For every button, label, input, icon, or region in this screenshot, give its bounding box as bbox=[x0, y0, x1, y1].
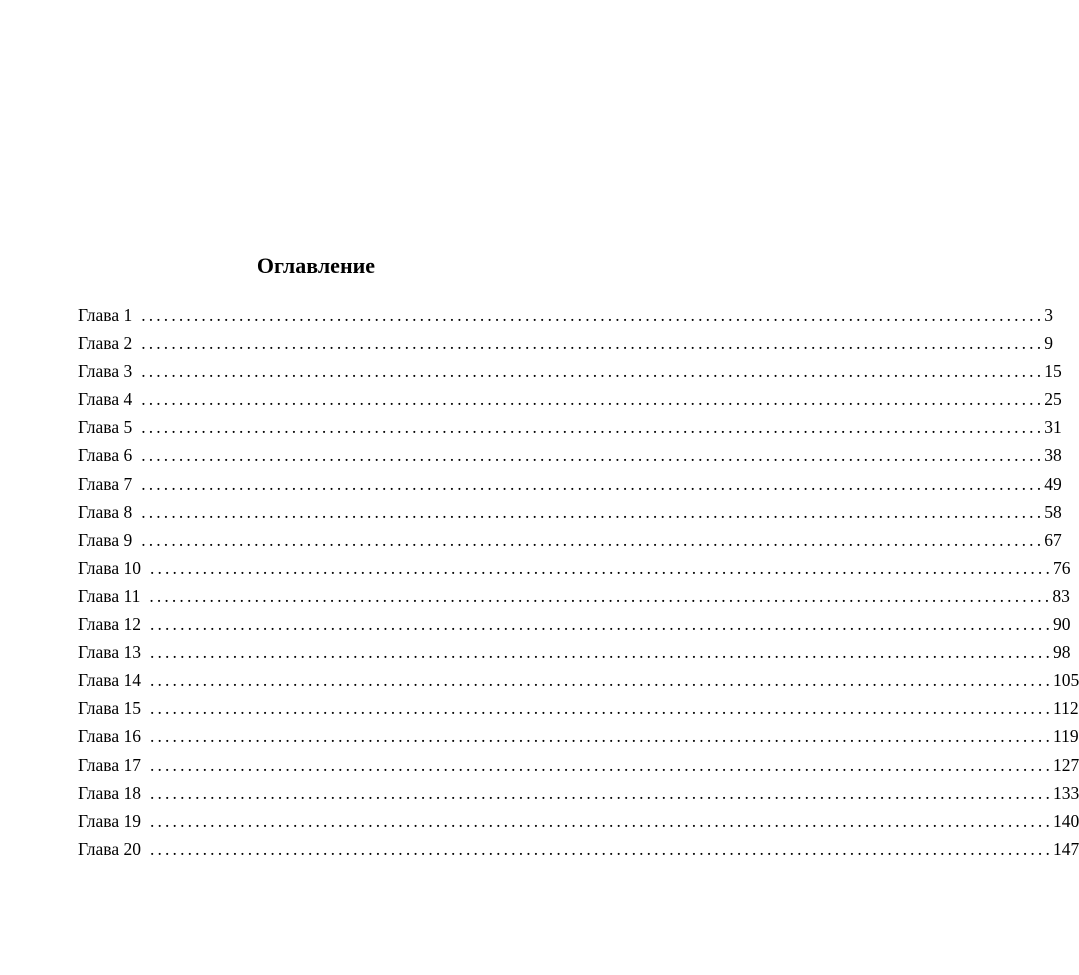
toc-entry bbox=[78, 694, 1079, 722]
toc-entry-label: Глава 4 bbox=[78, 389, 133, 410]
toc-entry-label: Глава 15 bbox=[78, 698, 141, 719]
toc-entry-page: 105 bbox=[1052, 670, 1079, 691]
toc-entry-page: 83 bbox=[1052, 585, 1070, 606]
toc-entry bbox=[78, 835, 1079, 863]
toc-entry-label: Глава 18 bbox=[78, 782, 141, 803]
toc-leader-dots: ........................................................................................................................ bbox=[141, 333, 1045, 354]
toc-leader-dots: ........................................................................................................................ bbox=[141, 445, 1045, 466]
toc-entry bbox=[78, 751, 1079, 779]
toc-entry-page: 67 bbox=[1044, 529, 1062, 550]
toc-entry-label: Глава 8 bbox=[78, 501, 133, 522]
toc-entry-page: 38 bbox=[1044, 445, 1062, 466]
toc-entry-label: Глава 16 bbox=[78, 726, 141, 747]
toc-entry-page: 98 bbox=[1052, 642, 1071, 663]
toc-entry-page: 49 bbox=[1044, 473, 1062, 494]
toc-entry bbox=[78, 301, 1053, 329]
toc-leader-dots: ........................................................................................................................ bbox=[149, 670, 1053, 691]
toc-entry-label: Глава 2 bbox=[78, 333, 133, 354]
toc-entry-label: Глава 14 bbox=[78, 670, 141, 691]
toc-entry-label: Глава 3 bbox=[78, 361, 133, 382]
toc-leader-dots: ........................................................................................................................ bbox=[149, 782, 1053, 803]
toc-entry bbox=[78, 498, 1062, 526]
toc-entry-label: Глава 19 bbox=[78, 810, 141, 831]
toc-entry bbox=[78, 582, 1070, 610]
toc-entry bbox=[78, 526, 1062, 554]
toc-entry bbox=[78, 666, 1079, 694]
toc-entry-page: 3 bbox=[1044, 305, 1053, 325]
toc-entry bbox=[78, 413, 1062, 441]
toc-entry bbox=[78, 722, 1079, 750]
toc-entry-page: 76 bbox=[1052, 557, 1071, 578]
toc-entry-page: 140 bbox=[1052, 810, 1079, 831]
toc-leader-dots: ........................................................................................................................ bbox=[141, 389, 1045, 410]
toc-title: Оглавление bbox=[256, 253, 376, 278]
toc-entry-label: Глава 20 bbox=[78, 838, 141, 859]
toc-entry bbox=[78, 610, 1071, 638]
toc-entry-page: 133 bbox=[1052, 782, 1079, 803]
toc-entry-label: Глава 6 bbox=[78, 445, 133, 466]
toc-entry bbox=[78, 441, 1062, 469]
toc-leader-dots: ........................................................................................................................ bbox=[149, 698, 1053, 719]
toc-entry bbox=[78, 357, 1062, 385]
toc-entry-page: 90 bbox=[1052, 614, 1071, 635]
toc-entry-page: 119 bbox=[1052, 726, 1079, 747]
toc-entry-page: 15 bbox=[1044, 361, 1062, 382]
toc-entry bbox=[78, 638, 1071, 666]
toc-leader-dots: ........................................................................................................................ bbox=[149, 754, 1053, 775]
toc-entry-page: 58 bbox=[1044, 501, 1062, 522]
toc-entry-label: Глава 7 bbox=[78, 473, 133, 494]
toc-leader-dots: ........................................................................................................................ bbox=[141, 501, 1045, 522]
toc-list bbox=[78, 301, 1079, 863]
toc-entry-label: Глава 17 bbox=[78, 754, 141, 775]
toc-leader-dots: ........................................................................................................................ bbox=[149, 557, 1053, 578]
toc-entry-label: Глава 9 bbox=[78, 529, 133, 550]
toc-entry-label: Глава 11 bbox=[78, 585, 141, 606]
toc-leader-dots: ........................................................................................................................ bbox=[149, 838, 1053, 859]
toc-leader-dots: ........................................................................................................................ bbox=[149, 810, 1053, 831]
toc-entry bbox=[78, 470, 1062, 498]
toc-entry bbox=[78, 554, 1071, 582]
toc-leader-dots: ........................................................................................................................ bbox=[149, 642, 1053, 663]
toc-entry-label: Глава 5 bbox=[78, 417, 133, 438]
toc-entry bbox=[78, 385, 1062, 413]
toc-leader-dots: ........................................................................................................................ bbox=[149, 726, 1053, 747]
toc-entry bbox=[78, 779, 1079, 807]
toc-leader-dots: ........................................................................................................................ bbox=[141, 529, 1045, 550]
toc-leader-dots: ........................................................................................................................ bbox=[141, 473, 1045, 494]
toc-entry-page: 25 bbox=[1044, 389, 1062, 410]
toc-entry bbox=[78, 329, 1053, 357]
toc-entry-page: 127 bbox=[1052, 754, 1079, 775]
toc-leader-dots: ........................................................................................................................ bbox=[141, 361, 1045, 382]
toc-entry-page: 9 bbox=[1044, 333, 1053, 354]
toc-entry bbox=[78, 807, 1079, 835]
toc-entry-label: Глава 10 bbox=[78, 557, 141, 578]
toc-leader-dots: ........................................................................................................................ bbox=[141, 417, 1045, 438]
toc-leader-dots: ........................................................................................................................ bbox=[141, 305, 1045, 325]
toc-leader-dots: ........................................................................................................................ bbox=[149, 585, 1053, 606]
toc-leader-dots: ........................................................................................................................ bbox=[149, 614, 1053, 635]
toc-entry-label: Глава 12 bbox=[78, 614, 141, 635]
toc-entry-page: 112 bbox=[1052, 698, 1079, 719]
toc-entry-label: Глава 1 bbox=[78, 305, 133, 325]
toc-entry-page: 147 bbox=[1052, 838, 1079, 859]
toc-entry-label: Глава 13 bbox=[78, 642, 141, 663]
toc-entry-page: 31 bbox=[1044, 417, 1062, 438]
